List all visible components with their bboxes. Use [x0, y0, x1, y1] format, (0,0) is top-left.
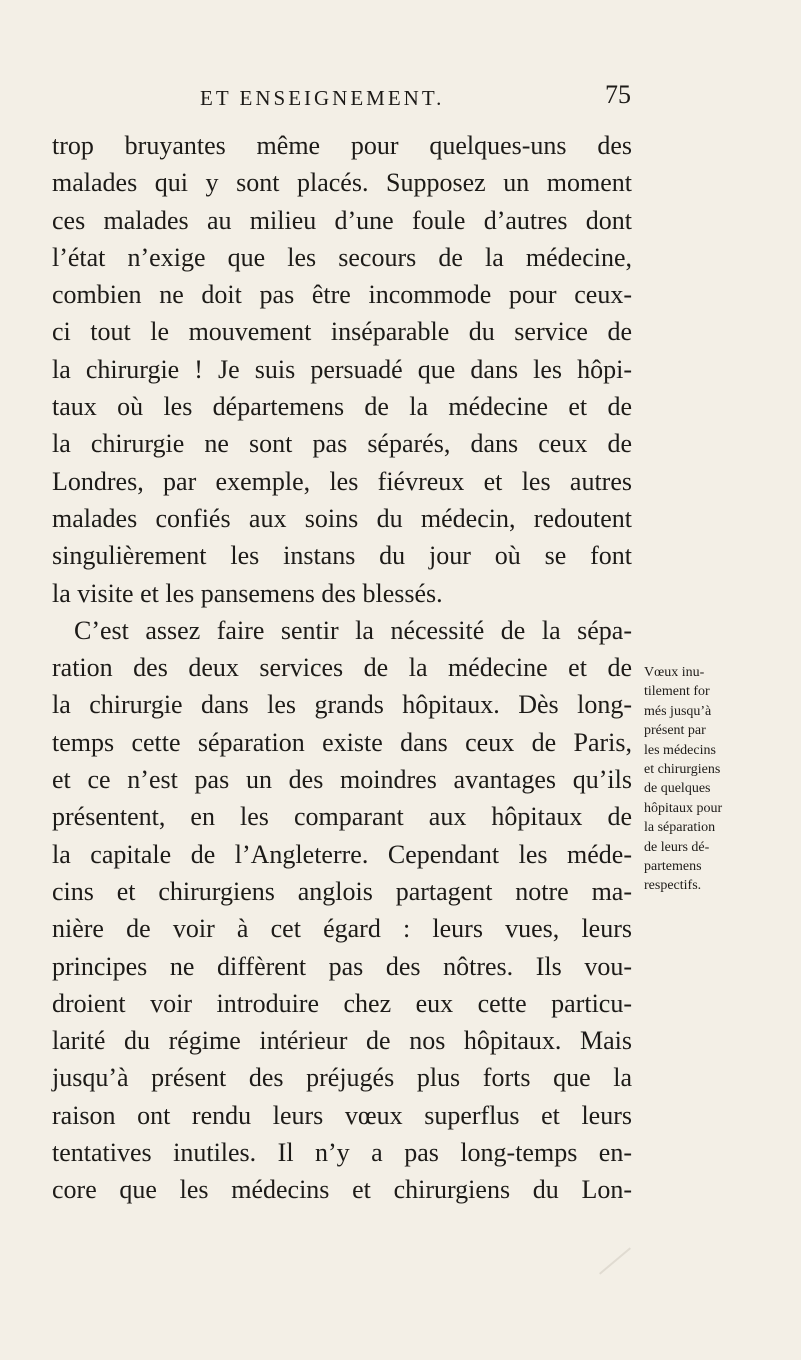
- marginal-note-line: tilement for: [644, 684, 710, 700]
- text-line: larité du régime intérieur de nos hôpitaux. Mais: [52, 1026, 632, 1056]
- marginal-note-line: més jusqu’à: [644, 703, 712, 719]
- marginal-note-line: les médecins: [644, 742, 716, 758]
- text-line: ci tout le mouvement inséparable du service de: [52, 317, 632, 347]
- marginal-note-line: la séparation: [644, 820, 716, 836]
- text-line: singulièrement les instans du jour où se font: [52, 541, 632, 571]
- text-line: Londres, par exemple, les fiévreux et les autres: [52, 466, 632, 496]
- marginal-note-line: présent par: [644, 723, 706, 739]
- text-line: jusqu’à présent des préjugés plus forts que la: [52, 1063, 632, 1093]
- marginal-note: [644, 663, 756, 896]
- marginal-note-line: hôpitaux pour: [644, 800, 723, 816]
- text-line: l’état n’exige que les secours de la médecine,: [52, 242, 632, 272]
- text-line: temps cette séparation existe dans ceux de Paris,: [52, 727, 632, 757]
- main-text-block: [52, 127, 632, 1209]
- text-line: la chirurgie dans les grands hôpitaux. Dès long-: [52, 690, 632, 720]
- text-line: combien ne doit pas être incommode pour ceux-: [52, 280, 632, 310]
- text-line: droient voir introduire chez eux cette particu-: [52, 988, 632, 1018]
- text-line: trop bruyantes même pour quelques-uns des: [52, 131, 632, 160]
- text-line: principes ne diffèrent pas des nôtres. Ils vou-: [52, 951, 632, 981]
- paper-mark: [599, 1247, 631, 1274]
- text-line: tentatives inutiles. Il n’y a pas long-temps en-: [52, 1138, 632, 1168]
- marginal-note-line: respectifs.: [644, 878, 702, 894]
- text-line: la capitale de l’Angleterre. Cependant les méde-: [52, 839, 632, 869]
- text-line: core que les médecins et chirurgiens du Lon-: [52, 1175, 632, 1205]
- text-line: C’est assez faire sentir la nécessité de la sépa-: [74, 615, 632, 645]
- text-line: nière de voir à cet égard : leurs vues, leurs: [52, 914, 632, 944]
- marginal-note-line: de quelques: [644, 781, 711, 797]
- text-line: cins et chirurgiens anglois partagent notre ma-: [52, 876, 632, 906]
- text-line: malades confiés aux soins du médecin, redoutent: [52, 503, 632, 533]
- text-line: et ce n’est pas un des moindres avantages qu’ils: [52, 765, 632, 795]
- marginal-note-line: de leurs dé-: [644, 839, 710, 855]
- text-line: malades qui y sont placés. Supposez un moment: [52, 168, 632, 198]
- running-title: ET ENSEIGNEMENT.: [200, 86, 445, 110]
- marginal-note-line: partemens: [644, 859, 702, 875]
- page-number: 75: [605, 80, 631, 109]
- marginal-note-line: Vœux inu-: [644, 665, 705, 680]
- marginal-note-line: et chirurgiens: [644, 762, 721, 778]
- text-line: ration des deux services de la médecine et de: [52, 653, 632, 683]
- text-line: la visite et les pansemens des blessés.: [52, 578, 443, 608]
- text-line: raison ont rendu leurs vœux superflus et leurs: [52, 1100, 632, 1130]
- text-line: la chirurgie ! Je suis persuadé que dans les hôpi-: [52, 354, 632, 384]
- text-line: ces malades au milieu d’une foule d’autres dont: [52, 205, 632, 235]
- text-line: la chirurgie ne sont pas séparés, dans ceux de: [52, 429, 632, 459]
- text-line: taux où les départemens de la médecine et de: [52, 392, 632, 422]
- text-line: présentent, en les comparant aux hôpitaux de: [52, 802, 632, 832]
